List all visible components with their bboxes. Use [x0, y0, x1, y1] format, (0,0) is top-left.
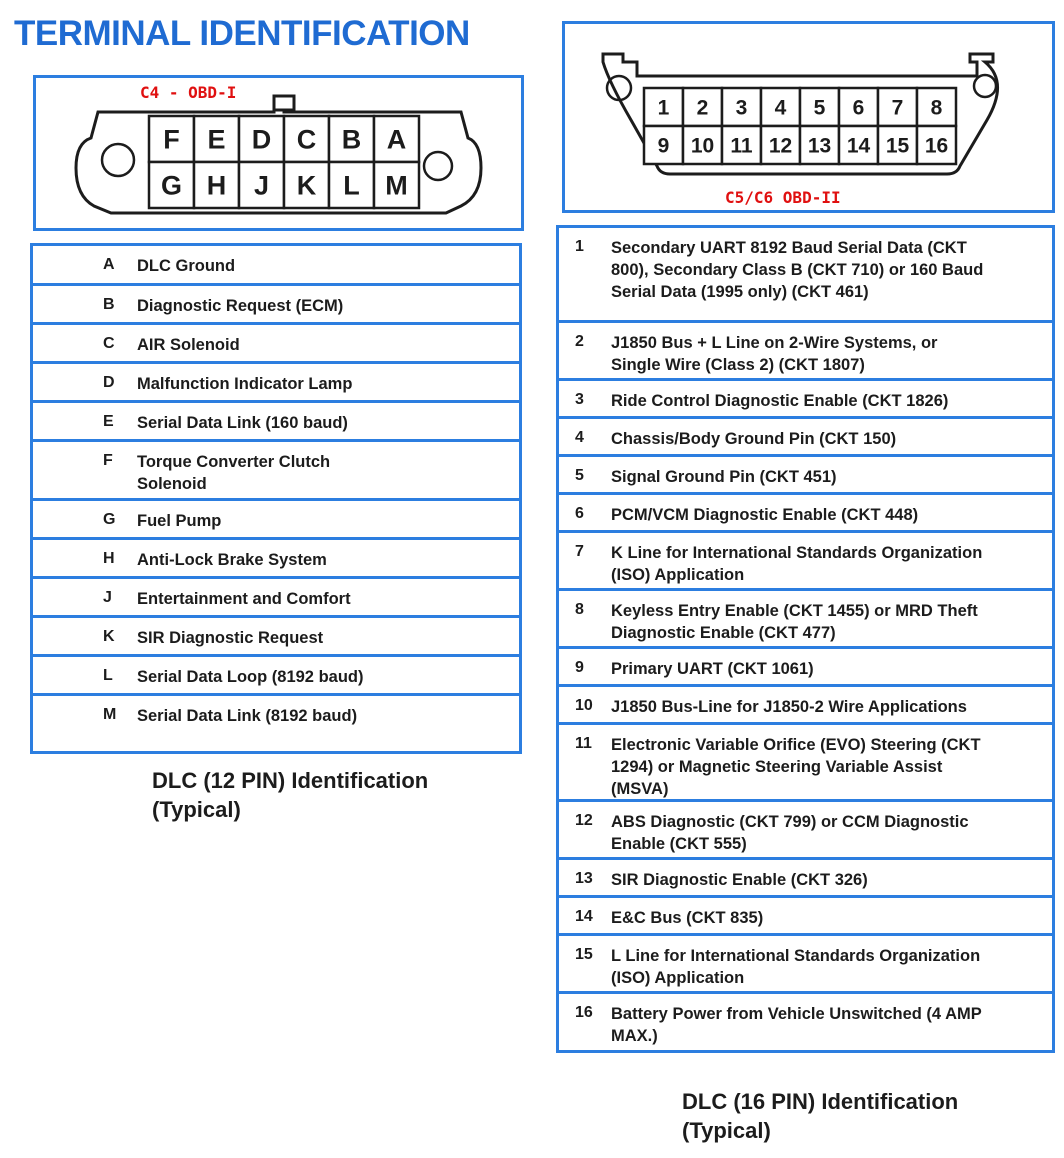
obd1-pin-bottom-3 [284, 162, 329, 208]
terminal-description: L Line for International Standards Organization (ISO) Application [611, 947, 981, 987]
terminal-description: SIR Diagnostic Enable (CKT 326) [611, 871, 868, 889]
obd2-pin-top-6 [878, 88, 917, 126]
obd2-pin-label: 5 [813, 96, 826, 120]
obd1-pin-top-3 [284, 116, 329, 162]
obd2-pin-top-1 [683, 88, 722, 126]
terminal-key: 8 [575, 601, 584, 618]
terminal-description: Secondary UART 8192 Baud Serial Data (CKT 800), Secondary Class B (CKT 710) or 160 Baud Serial Data (1995 only) (CKT 461) [611, 239, 984, 301]
terminal-key: 6 [575, 505, 584, 522]
obd1-terminal-row [33, 540, 519, 579]
terminal-description: Signal Ground Pin (CKT 451) [611, 468, 837, 486]
terminal-key: 4 [575, 429, 584, 446]
terminal-key: D [103, 374, 115, 391]
obd1-pin-label: C [296, 124, 317, 155]
obd1-terminal-row [33, 579, 519, 618]
obd1-pin-label: F [163, 124, 180, 155]
obd1-terminal-row [33, 618, 519, 657]
terminal-description: Entertainment and Comfort [137, 590, 351, 608]
obd2-terminal-row [559, 687, 1052, 725]
obd2-caption-typical: (Typical) [682, 1118, 771, 1143]
obd2-pin-label: 9 [657, 134, 670, 158]
terminal-key: C [103, 335, 115, 352]
obd2-pin-bottom-1 [683, 126, 722, 164]
obd2-terminal-row [559, 591, 1052, 649]
obd1-pin-top-2 [239, 116, 284, 162]
obd1-pin-bottom-0 [149, 162, 194, 208]
terminal-key: 13 [575, 870, 593, 887]
obd1-terminal-row [33, 364, 519, 403]
obd2-pin-top-7 [917, 88, 956, 126]
obd1-pin-label: J [253, 170, 270, 201]
terminal-description: E&C Bus (CKT 835) [611, 909, 764, 927]
terminal-key: 5 [575, 467, 584, 484]
terminal-description: Malfunction Indicator Lamp [137, 375, 353, 393]
terminal-key: F [103, 452, 113, 469]
obd2-terminal-table [556, 225, 1055, 1053]
obd2-terminal-row [559, 419, 1052, 457]
obd1-terminal-row [33, 442, 519, 501]
terminal-key: 15 [575, 946, 593, 963]
terminal-key: 2 [575, 333, 584, 350]
obd2-connector-diagram [565, 24, 1052, 210]
obd2-pin-label: 1 [657, 96, 670, 120]
terminal-description: Serial Data Link (8192 baud) [137, 707, 358, 725]
obd2-connector-label: C5/C6 OBD-II [725, 188, 841, 207]
obd2-pin-label: 14 [846, 134, 871, 158]
obd2-terminal-row [559, 725, 1052, 802]
obd1-terminal-table [30, 243, 522, 754]
obd2-pin-bottom-3 [761, 126, 800, 164]
terminal-description: SIR Diagnostic Request [137, 629, 324, 647]
obd2-pin-label: 13 [807, 134, 832, 158]
terminal-key: 16 [575, 1004, 593, 1021]
obd2-terminal-row [559, 533, 1052, 591]
terminal-description: Diagnostic Request (ECM) [137, 297, 344, 315]
obd2-pin-label: 15 [885, 134, 910, 158]
terminal-key: B [103, 296, 115, 313]
obd1-caption-title: DLC (12 PIN) Identification [152, 768, 429, 793]
terminal-description: DLC Ground [137, 257, 236, 275]
obd1-pin-label: B [341, 124, 362, 155]
obd2-pin-label: 16 [924, 134, 949, 158]
obd1-pin-top-0 [149, 116, 194, 162]
obd2-connector-panel [562, 21, 1055, 213]
obd1-pin-label: H [206, 170, 227, 201]
terminal-description: Keyless Entry Enable (CKT 1455) or MRD Theft Diagnostic Enable (CKT 477) [611, 602, 978, 642]
terminal-description: J1850 Bus + L Line on 2-Wire Systems, or Single Wire (Class 2) (CKT 1807) [611, 334, 938, 374]
obd2-pin-top-4 [800, 88, 839, 126]
terminal-key: 14 [575, 908, 593, 925]
terminal-key: J [103, 589, 112, 606]
terminal-description: Serial Data Link (160 baud) [137, 414, 348, 432]
terminal-description: J1850 Bus-Line for J1850-2 Wire Applications [611, 698, 967, 716]
terminal-description: Electronic Variable Orifice (EVO) Steering (CKT 1294) or Magnetic Steering Variable Assist (MSVA) [611, 736, 981, 798]
obd2-pin-bottom-7 [917, 126, 956, 164]
obd2-pin-label: 8 [930, 96, 943, 120]
obd2-terminal-row [559, 802, 1052, 860]
obd2-pin-top-2 [722, 88, 761, 126]
obd1-pin-top-4 [329, 116, 374, 162]
obd2-pin-top-0 [644, 88, 683, 126]
obd1-pin-bottom-5 [374, 162, 419, 208]
terminal-description: Ride Control Diagnostic Enable (CKT 1826) [611, 392, 949, 410]
obd2-pin-bottom-6 [878, 126, 917, 164]
obd2-pin-label: 12 [768, 134, 793, 158]
terminal-key: 7 [575, 543, 584, 560]
obd1-terminal-row [33, 403, 519, 442]
obd1-pin-bottom-4 [329, 162, 374, 208]
obd1-pin-label: K [296, 170, 317, 201]
obd1-terminal-row [33, 657, 519, 696]
terminal-description: Serial Data Loop (8192 baud) [137, 668, 364, 686]
obd2-pin-top-5 [839, 88, 878, 126]
terminal-key: 10 [575, 697, 593, 714]
terminal-key: 1 [575, 238, 584, 255]
obd2-terminal-row [559, 457, 1052, 495]
obd2-pin-bottom-5 [839, 126, 878, 164]
obd1-pin-top-5 [374, 116, 419, 162]
terminal-description: Primary UART (CKT 1061) [611, 660, 814, 678]
obd1-connector-label: C4 - OBD-I [140, 83, 237, 102]
obd2-terminal-row [559, 898, 1052, 936]
obd2-pin-label: 4 [774, 96, 787, 120]
obd2-pin-top-3 [761, 88, 800, 126]
obd1-terminal-row [33, 246, 519, 286]
terminal-description: Anti-Lock Brake System [137, 551, 327, 569]
terminal-key: E [103, 413, 114, 430]
terminal-key: A [103, 256, 115, 273]
obd1-caption-typical: (Typical) [152, 797, 241, 822]
obd1-terminal-row [33, 696, 519, 754]
obd2-terminal-row [559, 495, 1052, 533]
terminal-key: L [103, 667, 113, 684]
terminal-description: ABS Diagnostic (CKT 799) or CCM Diagnostic Enable (CKT 555) [611, 813, 969, 853]
terminal-description: PCM/VCM Diagnostic Enable (CKT 448) [611, 506, 919, 524]
terminal-description: Chassis/Body Ground Pin (CKT 150) [611, 430, 897, 448]
obd2-pin-label: 3 [735, 96, 748, 120]
terminal-key: G [103, 511, 116, 528]
obd2-pin-label: 6 [852, 96, 865, 120]
terminal-description: AIR Solenoid [137, 336, 240, 354]
terminal-key: H [103, 550, 115, 567]
obd2-terminal-row [559, 323, 1052, 381]
obd1-caption [152, 766, 428, 824]
terminal-description: Battery Power from Vehicle Unswitched (4 AMP MAX.) [611, 1005, 982, 1045]
obd1-pin-top-1 [194, 116, 239, 162]
obd2-pin-label: 10 [690, 134, 715, 158]
terminal-description: Torque Converter Clutch Solenoid [137, 453, 331, 493]
terminal-key: M [103, 706, 117, 723]
obd2-pin-bottom-4 [800, 126, 839, 164]
obd2-pin-bottom-2 [722, 126, 761, 164]
obd2-terminal-row [559, 381, 1052, 419]
obd1-pin-label: G [160, 170, 183, 201]
obd1-pin-label: D [251, 124, 272, 155]
terminal-description: Fuel Pump [137, 512, 222, 530]
obd2-pin-bottom-0 [644, 126, 683, 164]
obd1-pin-label: A [386, 124, 407, 155]
obd2-pin-label: 7 [891, 96, 904, 120]
obd1-pin-bottom-1 [194, 162, 239, 208]
obd2-caption [682, 1087, 958, 1145]
terminal-key: 3 [575, 391, 584, 408]
obd1-connector-panel [33, 75, 524, 231]
obd1-pin-label: E [207, 124, 226, 155]
page-title: TERMINAL IDENTIFICATION [14, 14, 470, 53]
obd1-pin-label: L [343, 170, 360, 201]
obd2-pin-label: 2 [696, 96, 709, 120]
obd1-pin-label: M [385, 170, 408, 201]
obd2-terminal-row [559, 936, 1052, 994]
obd2-terminal-row [559, 649, 1052, 687]
obd2-caption-title: DLC (16 PIN) Identification [682, 1089, 959, 1114]
obd2-pin-label: 11 [730, 134, 753, 158]
obd1-terminal-row [33, 501, 519, 540]
obd1-terminal-row [33, 325, 519, 364]
terminal-description: K Line for International Standards Organization (ISO) Application [611, 544, 983, 584]
obd2-terminal-row [559, 994, 1052, 1053]
obd1-connector-diagram [36, 78, 521, 228]
terminal-key: 11 [575, 735, 592, 752]
terminal-key: K [103, 628, 115, 645]
obd1-terminal-row [33, 286, 519, 325]
obd2-terminal-row [559, 228, 1052, 323]
obd2-terminal-row [559, 860, 1052, 898]
terminal-key: 9 [575, 659, 584, 676]
terminal-key: 12 [575, 812, 593, 829]
obd1-pin-bottom-2 [239, 162, 284, 208]
